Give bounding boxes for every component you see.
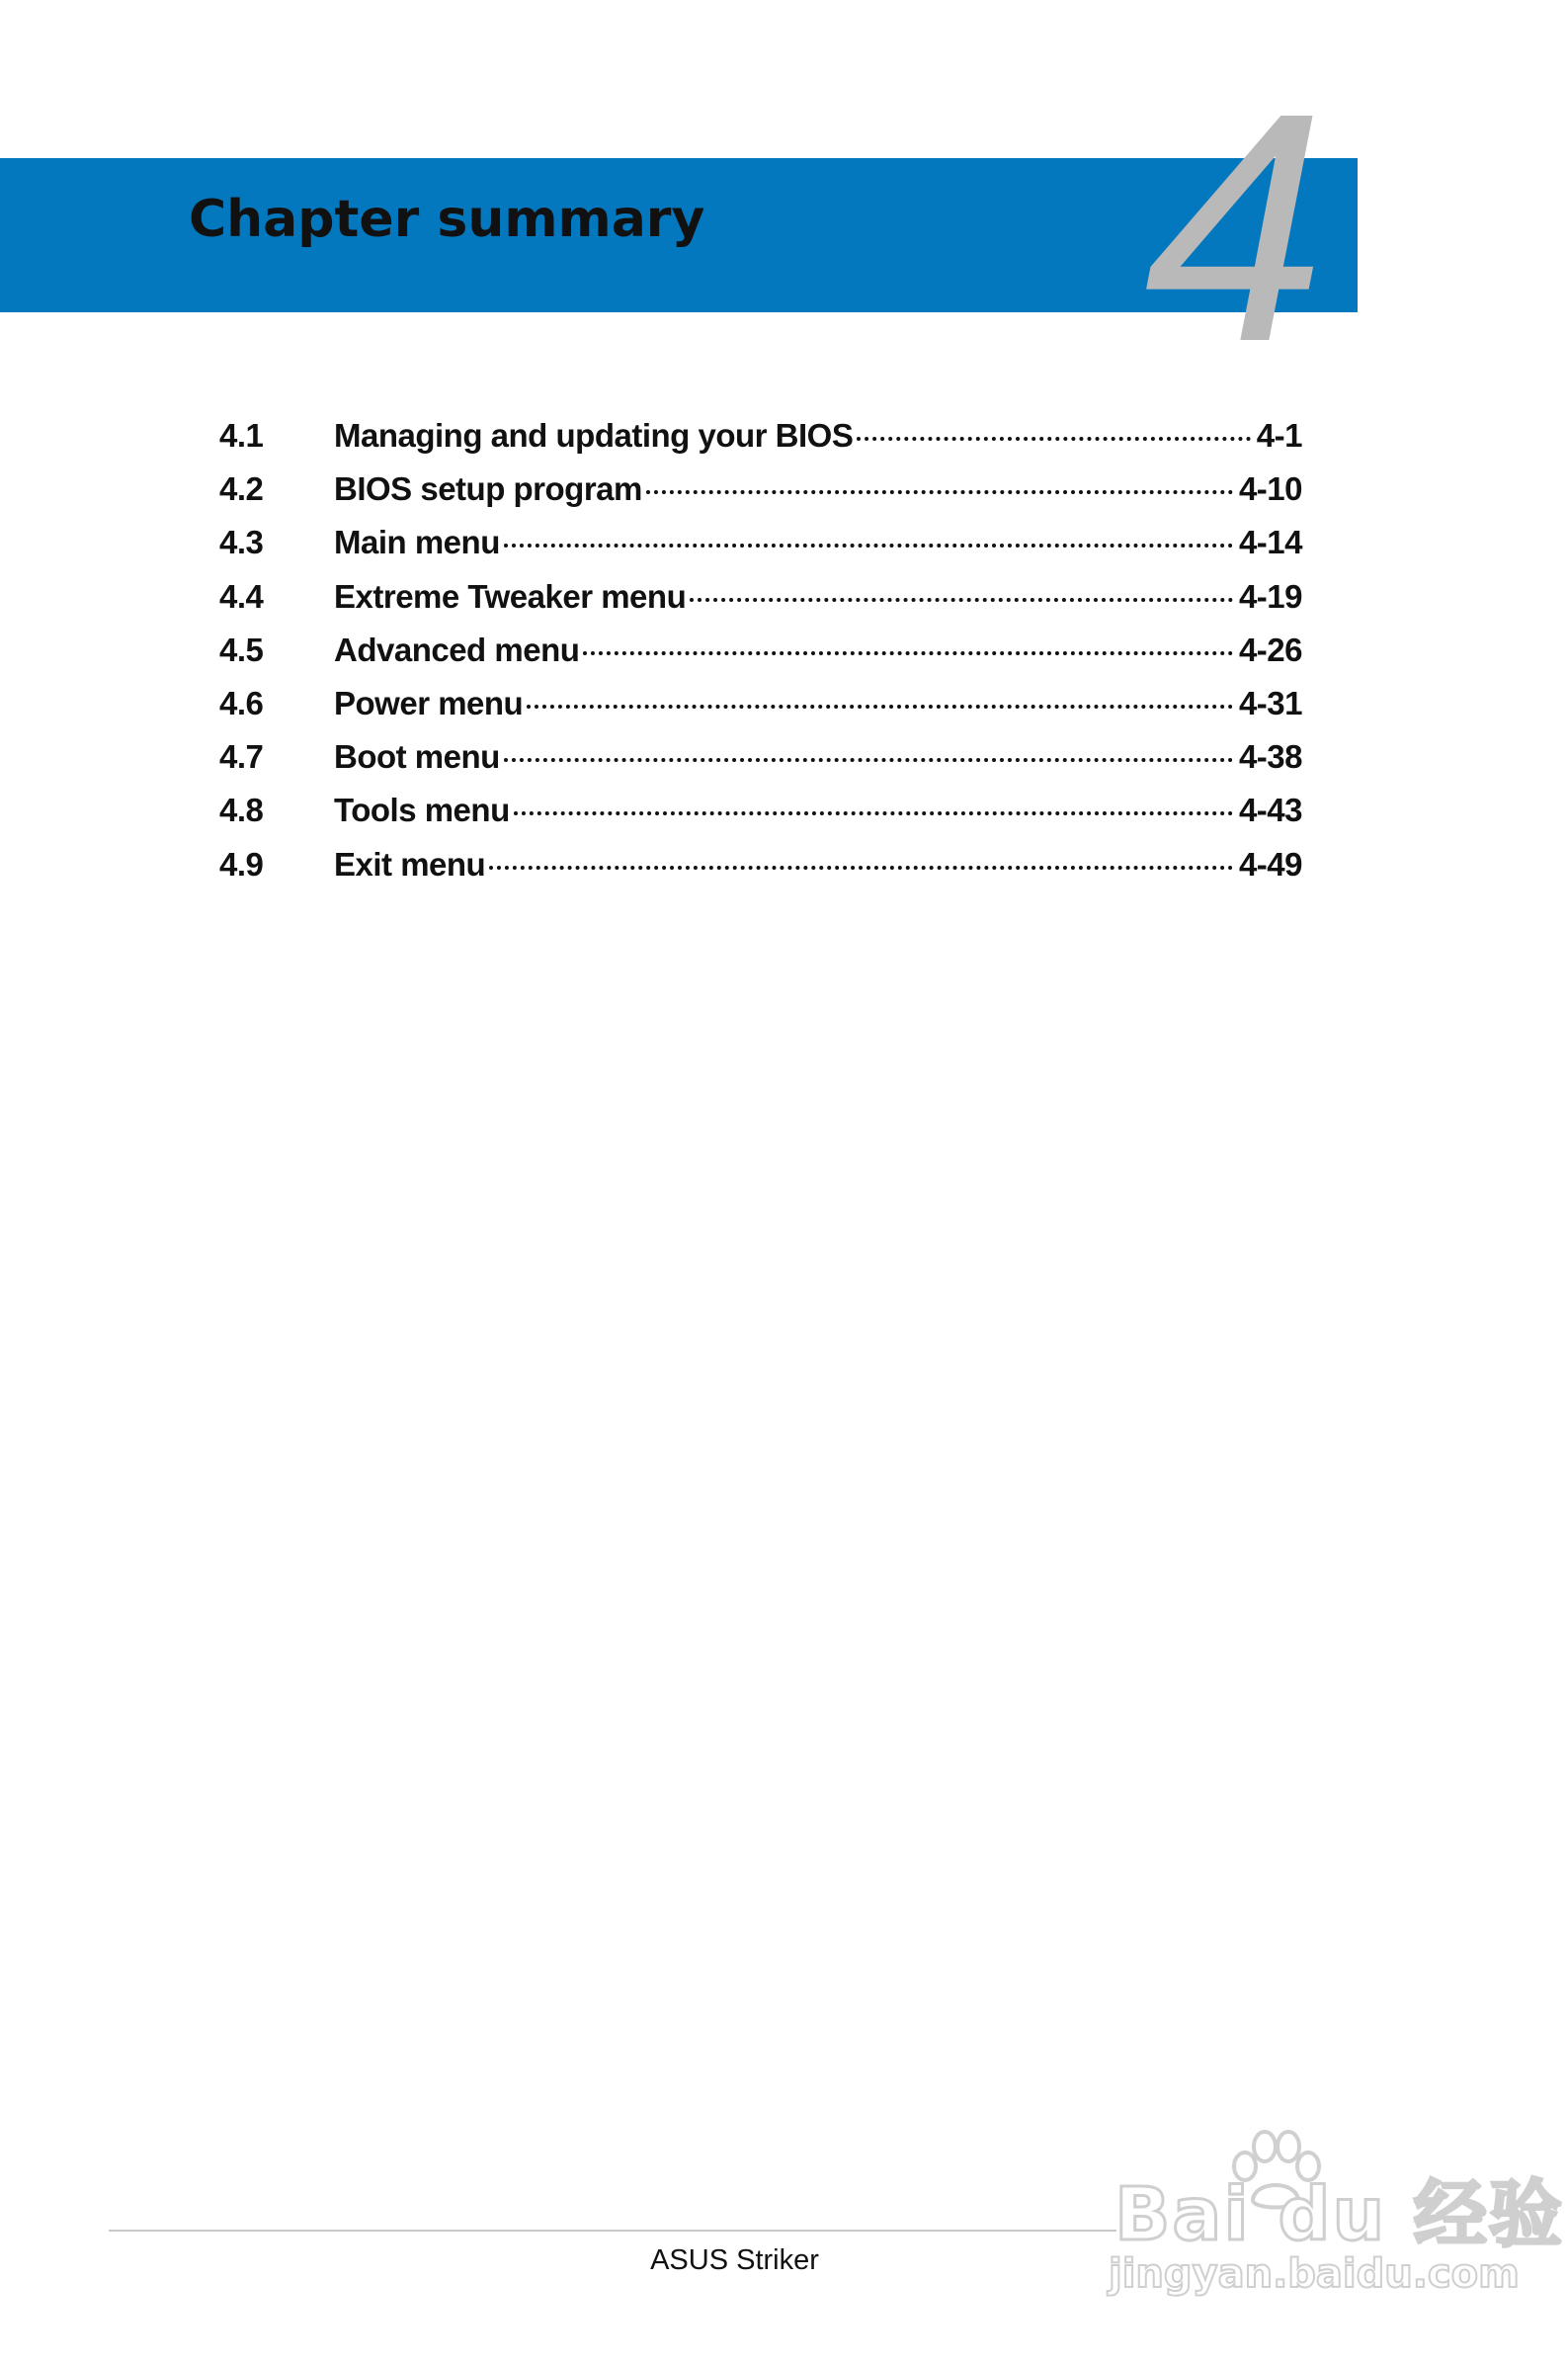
watermark-brand: Bai du 经验 [1114, 2172, 1564, 2257]
footer-divider [109, 2230, 1116, 2232]
toc-entry-page: 4-19 [1238, 577, 1302, 615]
toc-entry-4-4[interactable] [219, 570, 1302, 624]
toc-entry-page: 4-31 [1238, 684, 1302, 721]
toc-entry-number: 4.5 [219, 631, 264, 668]
table-of-contents [219, 409, 1302, 891]
toc-entry-4-8[interactable] [219, 784, 1302, 837]
toc-dot-leader [583, 651, 1233, 655]
watermark-url: jingyan.baidu.com [1109, 2251, 1520, 2297]
toc-entry-title: Extreme Tweaker menu [334, 577, 687, 615]
toc-entry-page: 4-38 [1238, 738, 1302, 776]
chapter-number: 4 [1144, 44, 1326, 409]
toc-entry-number: 4.6 [219, 684, 264, 721]
chapter-title: Chapter summary [189, 190, 705, 249]
toc-entry-title: Boot menu [334, 738, 500, 776]
toc-entry-4-5[interactable] [219, 624, 1302, 677]
toc-entry-4-6[interactable] [219, 677, 1302, 730]
toc-entry-title: BIOS setup program [334, 470, 642, 508]
toc-entry-number: 4.2 [219, 470, 264, 508]
toc-entry-4-1[interactable] [219, 409, 1302, 463]
toc-entry-title: Power menu [334, 684, 524, 721]
toc-entry-4-3[interactable] [219, 516, 1302, 569]
footer-product-name: ASUS Striker [650, 2244, 819, 2276]
toc-entry-page: 4-49 [1238, 845, 1302, 883]
toc-entry-page: 4-14 [1238, 524, 1302, 561]
toc-entry-title: Exit menu [334, 845, 486, 883]
toc-dot-leader [857, 437, 1250, 441]
toc-entry-4-9[interactable] [219, 838, 1302, 891]
toc-dot-leader [504, 758, 1233, 762]
toc-entry-number: 4.1 [219, 417, 264, 454]
toc-entry-page: 4-1 [1256, 417, 1302, 454]
toc-entry-4-7[interactable] [219, 730, 1302, 784]
toc-entry-page: 4-43 [1238, 792, 1302, 829]
toc-entry-number: 4.8 [219, 792, 264, 829]
toc-dot-leader [504, 544, 1233, 548]
toc-dot-leader [514, 811, 1233, 815]
baidu-watermark [1099, 2123, 1564, 2301]
toc-dot-leader [489, 866, 1233, 870]
toc-entry-4-2[interactable] [219, 463, 1302, 516]
toc-dot-leader [646, 490, 1233, 494]
toc-entry-title: Tools menu [334, 792, 510, 829]
toc-dot-leader [527, 705, 1233, 709]
toc-entry-number: 4.7 [219, 738, 264, 776]
toc-dot-leader [690, 598, 1233, 602]
toc-entry-title: Managing and updating your BIOS [334, 417, 854, 454]
toc-entry-number: 4.4 [219, 577, 264, 615]
toc-entry-page: 4-26 [1238, 631, 1302, 668]
toc-entry-number: 4.9 [219, 845, 264, 883]
toc-entry-title: Main menu [334, 524, 500, 561]
toc-entry-page: 4-10 [1238, 470, 1302, 508]
toc-entry-title: Advanced menu [334, 631, 580, 668]
toc-entry-number: 4.3 [219, 524, 264, 561]
